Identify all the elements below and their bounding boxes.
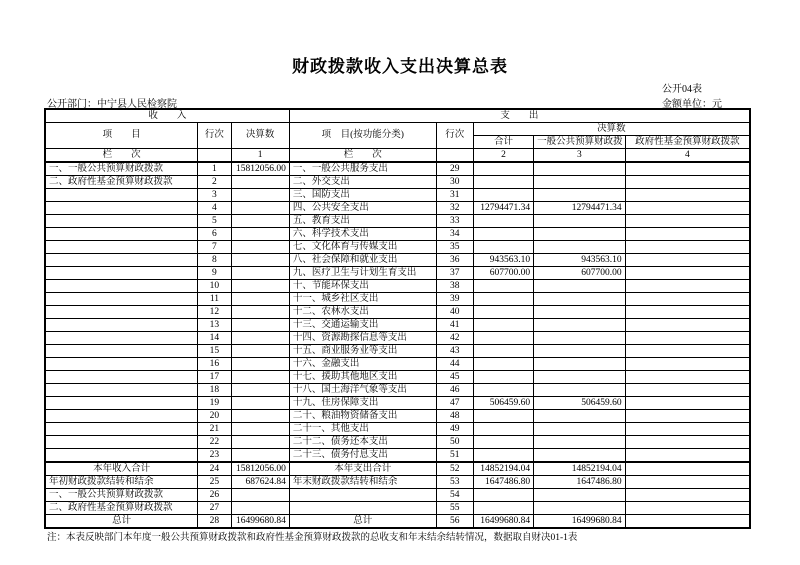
expense-general-cell [534, 384, 626, 397]
income-item-cell [45, 254, 198, 267]
expense-item-cell: 十、节能环保支出 [289, 280, 436, 293]
table-row [45, 515, 750, 529]
income-item-header: 项 目 [45, 123, 198, 149]
expense-rownum-cell: 36 [436, 254, 473, 267]
income-amount-header: 决算数 [231, 123, 289, 149]
income-item-cell [45, 371, 198, 384]
expense-rownum-cell: 55 [436, 502, 473, 515]
income-rownum-cell: 24 [198, 462, 231, 476]
income-amount-cell: 16499680.84 [231, 515, 289, 529]
income-amount-cell [231, 202, 289, 215]
expense-general-cell [534, 189, 626, 202]
income-amount-cell [231, 436, 289, 449]
expense-item-cell: 十八、国土海洋气象等支出 [289, 384, 436, 397]
income-item-cell [45, 319, 198, 332]
expense-item-cell: 二、外交支出 [289, 176, 436, 189]
lanci-right-label: 栏 次 [289, 149, 436, 163]
subcol-general-budget-header: 一般公共预算财政拨 [534, 136, 626, 149]
expense-rownum-cell: 54 [436, 489, 473, 502]
expense-item-cell [289, 502, 436, 515]
expense-rownum-cell: 33 [436, 215, 473, 228]
income-item-cell [45, 280, 198, 293]
income-rownum-cell: 5 [198, 215, 231, 228]
income-rownum-cell: 7 [198, 241, 231, 254]
lanci-left-blank [198, 149, 231, 163]
expense-item-cell: 十九、住房保障支出 [289, 397, 436, 410]
expense-item-cell: 八、社会保障和就业支出 [289, 254, 436, 267]
expense-total-cell [473, 215, 533, 228]
expense-rownum-cell: 39 [436, 293, 473, 306]
expense-govfund-cell [625, 254, 750, 267]
colnum-4: 4 [625, 149, 750, 163]
expense-item-cell: 总计 [289, 515, 436, 529]
expense-total-cell [473, 319, 533, 332]
income-amount-cell: 15812056.00 [231, 462, 289, 476]
expense-rownum-cell: 32 [436, 202, 473, 215]
expense-general-cell [534, 436, 626, 449]
expense-rownum-cell: 37 [436, 267, 473, 280]
income-item-cell [45, 358, 198, 371]
expense-total-cell [473, 371, 533, 384]
expense-govfund-cell [625, 319, 750, 332]
expense-item-cell: 六、科学技术支出 [289, 228, 436, 241]
income-rownum-cell: 17 [198, 371, 231, 384]
table-row [45, 502, 750, 515]
expense-rownum-cell: 46 [436, 384, 473, 397]
income-rownum-cell: 14 [198, 332, 231, 345]
expense-rownum-cell: 53 [436, 476, 473, 489]
income-rownum-cell: 10 [198, 280, 231, 293]
expense-govfund-cell [625, 267, 750, 280]
income-item-cell [45, 228, 198, 241]
expense-general-cell: 16499680.84 [534, 515, 626, 529]
expense-item-cell: 二十一、其他支出 [289, 423, 436, 436]
income-item-cell [45, 293, 198, 306]
expense-rownum-cell: 56 [436, 515, 473, 529]
income-amount-cell [231, 215, 289, 228]
table-row [45, 176, 750, 189]
expense-item-cell: 九、医疗卫生与计划生育支出 [289, 267, 436, 280]
table-row [45, 332, 750, 345]
income-item-cell [45, 410, 198, 423]
income-rownum-cell: 12 [198, 306, 231, 319]
expense-govfund-cell [625, 436, 750, 449]
income-rownum-cell: 16 [198, 358, 231, 371]
expense-total-cell [473, 332, 533, 345]
expense-rownum-cell: 51 [436, 449, 473, 463]
expense-total-cell: 943563.10 [473, 254, 533, 267]
expense-govfund-cell [625, 202, 750, 215]
expense-govfund-cell [625, 306, 750, 319]
income-rownum-cell: 13 [198, 319, 231, 332]
income-item-cell: 年初财政拨款结转和结余 [45, 476, 198, 489]
expense-total-cell [473, 228, 533, 241]
income-item-cell [45, 306, 198, 319]
income-amount-cell [231, 306, 289, 319]
expense-general-cell [534, 358, 626, 371]
table-row [45, 202, 750, 215]
colnum-1: 1 [231, 149, 289, 163]
expense-item-cell: 七、文化体育与传媒支出 [289, 241, 436, 254]
table-row [45, 397, 750, 410]
income-item-cell [45, 189, 198, 202]
expense-item-cell: 十三、交通运输支出 [289, 319, 436, 332]
table-row [45, 384, 750, 397]
expense-item-cell: 二十三、债务付息支出 [289, 449, 436, 463]
expense-general-cell [534, 449, 626, 463]
table-row [45, 306, 750, 319]
column-header-row [45, 123, 750, 136]
expense-total-cell: 607700.00 [473, 267, 533, 280]
income-amount-cell [231, 489, 289, 502]
column-number-row [45, 149, 750, 163]
expense-rownum-cell: 31 [436, 189, 473, 202]
income-item-cell: 二、政府性基金预算财政拨款 [45, 502, 198, 515]
table-row [45, 410, 750, 423]
income-amount-cell [231, 423, 289, 436]
expense-rownum-header: 行次 [436, 123, 473, 149]
income-rownum-cell: 2 [198, 176, 231, 189]
table-row [45, 162, 750, 176]
expense-govfund-cell [625, 476, 750, 489]
income-item-cell [45, 241, 198, 254]
income-amount-cell [231, 410, 289, 423]
expense-general-cell: 607700.00 [534, 267, 626, 280]
income-rownum-cell: 19 [198, 397, 231, 410]
expense-rownum-cell: 44 [436, 358, 473, 371]
expense-general-cell [534, 502, 626, 515]
income-rownum-cell: 28 [198, 515, 231, 529]
expense-section-header: 支 出 [289, 109, 750, 123]
subcol-govfund-budget-header: 政府性基金预算财政拨款 [625, 136, 750, 149]
expense-govfund-cell [625, 332, 750, 345]
expense-total-cell: 14852194.04 [473, 462, 533, 476]
expense-total-cell [473, 489, 533, 502]
expense-govfund-cell [625, 462, 750, 476]
table-row [45, 358, 750, 371]
income-rownum-cell: 11 [198, 293, 231, 306]
expense-general-cell [534, 345, 626, 358]
expense-total-cell [473, 410, 533, 423]
expense-total-cell: 1647486.80 [473, 476, 533, 489]
expense-item-cell [289, 489, 436, 502]
expense-item-header: 项 目(按功能分类) [289, 123, 436, 149]
income-item-cell [45, 215, 198, 228]
income-amount-cell [231, 189, 289, 202]
table-row [45, 489, 750, 502]
expense-total-cell [473, 423, 533, 436]
table-row [45, 436, 750, 449]
table-row [45, 462, 750, 476]
expense-item-cell: 二十、粮油物资储备支出 [289, 410, 436, 423]
expense-total-cell: 506459.60 [473, 397, 533, 410]
income-amount-cell: 15812056.00 [231, 162, 289, 176]
expense-govfund-cell [625, 410, 750, 423]
income-amount-cell: 687624.84 [231, 476, 289, 489]
income-rownum-cell: 3 [198, 189, 231, 202]
income-item-cell [45, 384, 198, 397]
fiscal-summary-table [44, 108, 751, 529]
expense-item-cell: 四、公共安全支出 [289, 202, 436, 215]
income-item-cell [45, 397, 198, 410]
income-amount-cell [231, 254, 289, 267]
expense-general-cell [534, 489, 626, 502]
income-item-cell: 二、政府性基金预算财政拨款 [45, 176, 198, 189]
expense-rownum-cell: 43 [436, 345, 473, 358]
footnote: 注：本表反映部门本年度一般公共预算财政拨款和政府性基金预算财政拨款的总收支和年末结余结转情况，数据取自财决01-1表 [47, 533, 578, 543]
expense-govfund-cell [625, 397, 750, 410]
expense-general-cell [534, 306, 626, 319]
expense-govfund-cell [625, 215, 750, 228]
income-rownum-cell: 15 [198, 345, 231, 358]
expense-total-cell [473, 358, 533, 371]
income-item-cell [45, 332, 198, 345]
expense-item-cell: 十六、金融支出 [289, 358, 436, 371]
income-item-cell [45, 345, 198, 358]
expense-govfund-cell [625, 162, 750, 176]
income-amount-cell [231, 319, 289, 332]
table-body [45, 162, 750, 528]
table-row [45, 215, 750, 228]
lanci-left-label: 栏 次 [45, 149, 198, 163]
expense-general-cell [534, 241, 626, 254]
expense-general-cell: 14852194.04 [534, 462, 626, 476]
expense-total-cell [473, 436, 533, 449]
expense-general-cell [534, 332, 626, 345]
income-amount-cell [231, 358, 289, 371]
income-item-cell: 本年收入合计 [45, 462, 198, 476]
expense-total-cell [473, 502, 533, 515]
expense-item-cell: 十七、援助其他地区支出 [289, 371, 436, 384]
table-row [45, 371, 750, 384]
expense-govfund-cell [625, 345, 750, 358]
income-amount-cell [231, 332, 289, 345]
income-item-cell [45, 267, 198, 280]
income-item-cell [45, 423, 198, 436]
expense-govfund-cell [625, 176, 750, 189]
table-row [45, 189, 750, 202]
expense-govfund-cell [625, 384, 750, 397]
section-header-row [45, 109, 750, 123]
expense-govfund-cell [625, 502, 750, 515]
expense-rownum-cell: 30 [436, 176, 473, 189]
income-amount-cell [231, 397, 289, 410]
expense-general-cell: 943563.10 [534, 254, 626, 267]
expense-general-cell [534, 423, 626, 436]
expense-govfund-cell [625, 423, 750, 436]
income-amount-cell [231, 449, 289, 463]
income-amount-cell [231, 293, 289, 306]
expense-general-cell [534, 215, 626, 228]
expense-rownum-cell: 41 [436, 319, 473, 332]
expense-govfund-cell [625, 241, 750, 254]
expense-item-cell: 十五、商业服务业等支出 [289, 345, 436, 358]
table-row [45, 267, 750, 280]
income-amount-cell [231, 267, 289, 280]
expense-general-cell [534, 162, 626, 176]
income-item-cell [45, 202, 198, 215]
expense-total-cell [473, 176, 533, 189]
table-row [45, 449, 750, 463]
income-amount-cell [231, 345, 289, 358]
expense-item-cell: 年末财政拨款结转和结余 [289, 476, 436, 489]
income-amount-cell [231, 280, 289, 293]
expense-total-cell [473, 306, 533, 319]
table-row [45, 423, 750, 436]
table-row [45, 241, 750, 254]
expense-total-cell [473, 449, 533, 463]
expense-total-cell [473, 280, 533, 293]
expense-total-cell [473, 345, 533, 358]
expense-rownum-cell: 42 [436, 332, 473, 345]
expense-govfund-cell [625, 449, 750, 463]
expense-general-cell [534, 293, 626, 306]
expense-govfund-cell [625, 371, 750, 384]
table-row [45, 476, 750, 489]
expense-total-cell [473, 293, 533, 306]
expense-rownum-cell: 38 [436, 280, 473, 293]
expense-rownum-cell: 40 [436, 306, 473, 319]
expense-item-cell: 三、国防支出 [289, 189, 436, 202]
table-row [45, 228, 750, 241]
expense-govfund-cell [625, 293, 750, 306]
income-rownum-header: 行次 [198, 123, 231, 149]
expense-general-cell [534, 176, 626, 189]
expense-total-cell [473, 189, 533, 202]
expense-item-cell: 本年支出合计 [289, 462, 436, 476]
income-rownum-cell: 6 [198, 228, 231, 241]
expense-item-cell: 十四、资源勘探信息等支出 [289, 332, 436, 345]
expense-item-cell: 十二、农林水支出 [289, 306, 436, 319]
expense-rownum-cell: 35 [436, 241, 473, 254]
income-amount-cell [231, 384, 289, 397]
expense-general-cell: 12794471.34 [534, 202, 626, 215]
expense-govfund-cell [625, 358, 750, 371]
income-rownum-cell: 21 [198, 423, 231, 436]
expense-rownum-cell: 29 [436, 162, 473, 176]
income-item-cell [45, 449, 198, 463]
income-section-header: 收 入 [45, 109, 289, 123]
income-amount-cell [231, 241, 289, 254]
table-row [45, 254, 750, 267]
colnum-2: 2 [473, 149, 533, 163]
income-rownum-cell: 4 [198, 202, 231, 215]
expense-rownum-cell: 34 [436, 228, 473, 241]
lanci-right-blank [436, 149, 473, 163]
expense-rownum-cell: 47 [436, 397, 473, 410]
table-code-label: 公开04表 [662, 84, 702, 95]
expense-general-cell [534, 228, 626, 241]
expense-general-cell [534, 280, 626, 293]
expense-govfund-cell [625, 515, 750, 529]
income-rownum-cell: 26 [198, 489, 231, 502]
expense-total-cell [473, 384, 533, 397]
expense-amount-header: 决算数 [473, 123, 750, 136]
income-rownum-cell: 22 [198, 436, 231, 449]
expense-govfund-cell [625, 228, 750, 241]
income-rownum-cell: 23 [198, 449, 231, 463]
income-rownum-cell: 25 [198, 476, 231, 489]
income-amount-cell [231, 502, 289, 515]
expense-item-cell: 十一、城乡社区支出 [289, 293, 436, 306]
expense-total-cell: 12794471.34 [473, 202, 533, 215]
table-row [45, 280, 750, 293]
expense-item-cell: 二十二、债务还本支出 [289, 436, 436, 449]
expense-general-cell: 506459.60 [534, 397, 626, 410]
table-row [45, 345, 750, 358]
expense-govfund-cell [625, 280, 750, 293]
income-amount-cell [231, 176, 289, 189]
table-row [45, 293, 750, 306]
expense-item-cell: 一、一般公共服务支出 [289, 162, 436, 176]
expense-general-cell: 1647486.80 [534, 476, 626, 489]
income-item-cell: 一、一般公共预算财政拨款 [45, 162, 198, 176]
income-amount-cell [231, 371, 289, 384]
expense-govfund-cell [625, 189, 750, 202]
expense-total-cell: 16499680.84 [473, 515, 533, 529]
income-rownum-cell: 1 [198, 162, 231, 176]
expense-govfund-cell [625, 489, 750, 502]
expense-rownum-cell: 45 [436, 371, 473, 384]
unit-label: 金额单位：元 [662, 99, 722, 110]
income-rownum-cell: 18 [198, 384, 231, 397]
income-item-cell: 一、一般公共预算财政拨款 [45, 489, 198, 502]
expense-general-cell [534, 371, 626, 384]
income-rownum-cell: 9 [198, 267, 231, 280]
income-rownum-cell: 8 [198, 254, 231, 267]
expense-general-cell [534, 410, 626, 423]
subcol-total-header: 合计 [473, 136, 533, 149]
expense-rownum-cell: 48 [436, 410, 473, 423]
expense-general-cell [534, 319, 626, 332]
expense-rownum-cell: 52 [436, 462, 473, 476]
expense-rownum-cell: 50 [436, 436, 473, 449]
table-row [45, 319, 750, 332]
income-item-cell: 总计 [45, 515, 198, 529]
page-title: 财政拨款收入支出决算总表 [292, 57, 508, 76]
expense-item-cell: 五、教育支出 [289, 215, 436, 228]
income-amount-cell [231, 228, 289, 241]
expense-rownum-cell: 49 [436, 423, 473, 436]
income-rownum-cell: 20 [198, 410, 231, 423]
income-item-cell [45, 436, 198, 449]
expense-total-cell [473, 241, 533, 254]
department-label: 公开部门：中宁县人民检察院 [47, 99, 177, 110]
income-rownum-cell: 27 [198, 502, 231, 515]
colnum-3: 3 [534, 149, 626, 163]
expense-total-cell [473, 162, 533, 176]
